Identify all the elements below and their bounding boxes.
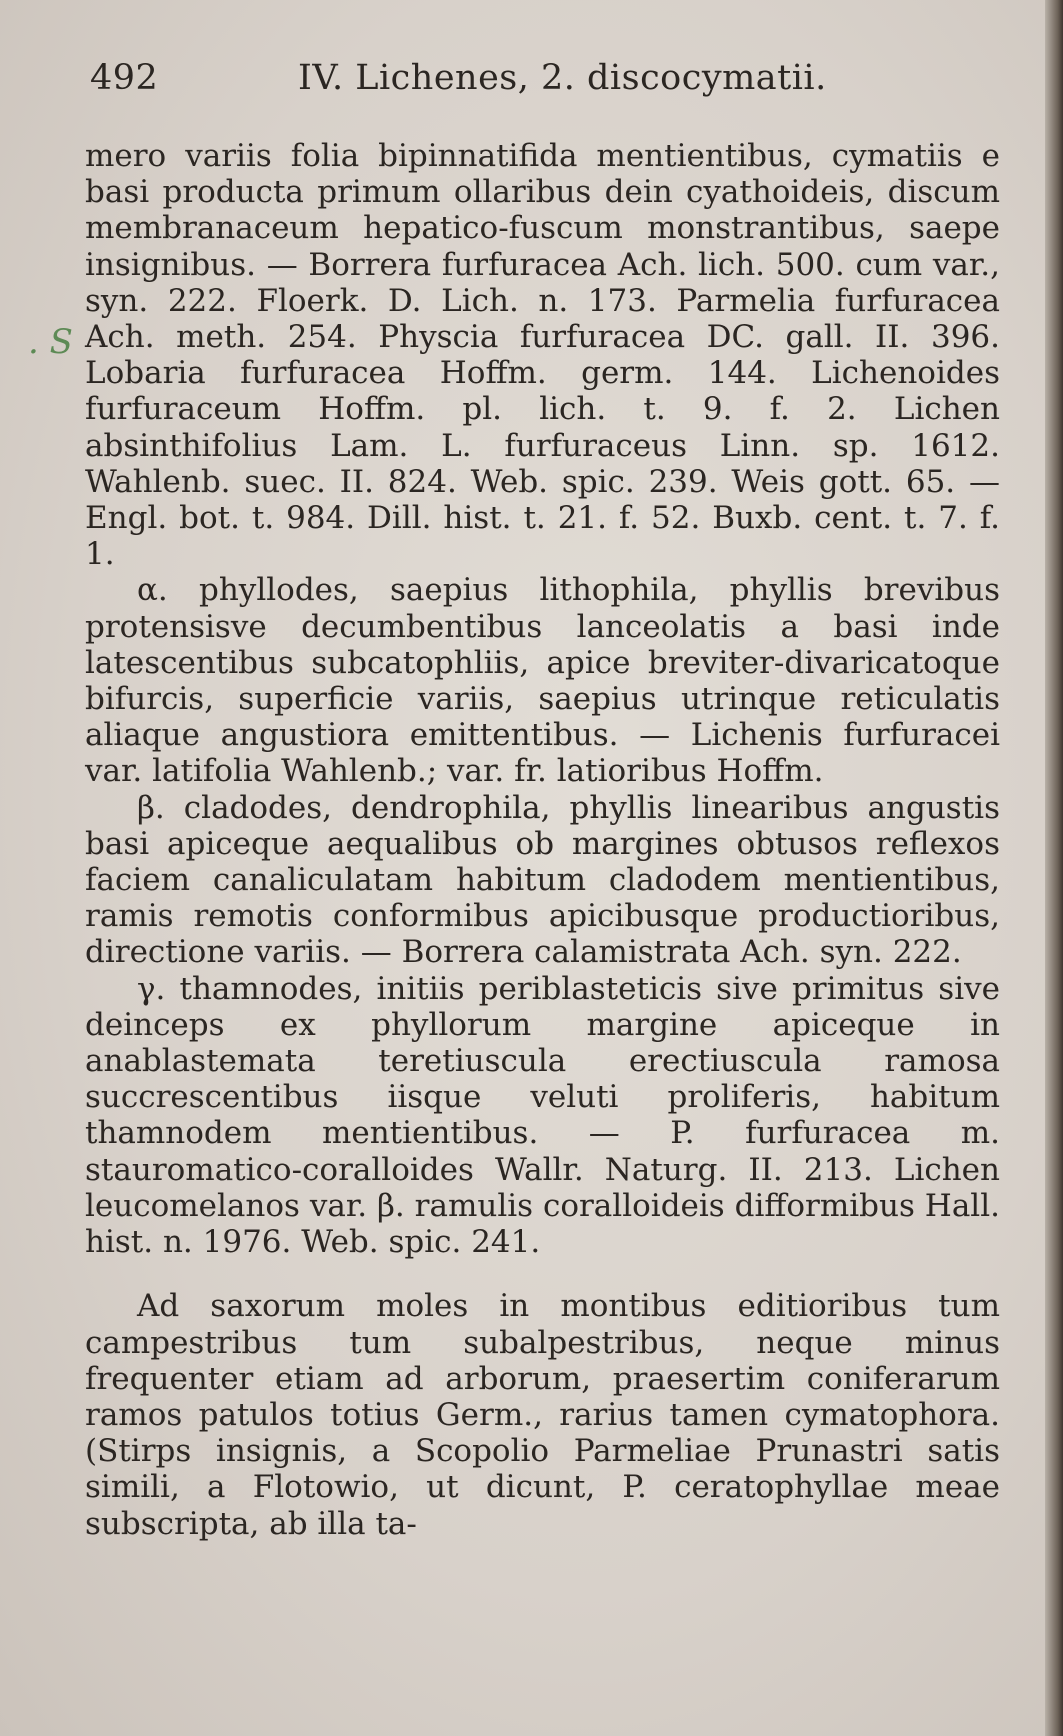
page-number: 492 [90, 58, 159, 98]
page-header [90, 58, 990, 108]
paragraph-variety-gamma: γ. thamnodes, initiis periblasteticis sive primitus sive deinceps ex phyllorum margine apiceque in anablastemata teretiuscula erectiuscula ramosa succrescentibus iisque veluti proliferis, habitum thamnodem mentientibus. — P. furfuracea m. stauromatico-coralloides Wallr. Naturg. II. 213. Lichen leucomelanos var. β. ramulis coralloideis difformibus Hall. hist. n. 1976. Web. spic. 241. [85, 970, 1000, 1261]
paragraph-synonymy: mero variis folia bipinnatifida mentientibus, cymatiis e basi producta primum ollaribus dein cyathoideis, discum membranaceum hepatico-fuscum monstrantibus, saepe insignibus. — Borrera furfuracea Ach. lich. 500. cum var., syn. 222. Floerk. D. Lich. n. 173. Parmelia furfuracea Ach. meth. 254. Physcia furfuracea DC. gall. II. 396. Lobaria furfuracea Hoffm. germ. 144. Lichenoides furfuraceum Hoffm. pl. lich. t. 9. f. 2. Lichen absinthifolius Lam. L. furfuraceus Linn. sp. 1612. Wahlenb. suec. II. 824. Web. spic. 239. Weis gott. 65. — Engl. bot. t. 984. Dill. hist. t. 21. f. 52. Buxb. cent. t. 7. f. 1. [85, 138, 1000, 573]
book-spine-edge [1045, 0, 1063, 1736]
paragraph-variety-alpha: α. phyllodes, saepius lithophila, phyllis brevibus protensisve decumbentibus lanceolatis a basi inde latescentibus subcatophliis, apice breviter-divaricatoque bifurcis, superficie variis, saepius utrinque reticulatis aliaque angustiora emittentibus. — Lichenis furfuracei var. latifolia Wahlenb.; var. fr. latioribus Hoffm. [85, 572, 1000, 790]
body-text [85, 138, 1000, 1542]
paragraph-habitat: Ad saxorum moles in montibus editioribus tum campestribus tum subalpestribus, neque minus frequenter etiam ad arborum, praesertim coniferarum ramos patulos totius Germ., rarius tamen cymatophora. (Stirps insignis, a Scopolio Parmeliae Prunastri satis simili, a Flotowio, ut dicunt, P. ceratophyllae meae subscripta, ab illa ta- [85, 1288, 1000, 1542]
paragraph-variety-beta: β. cladodes, dendrophila, phyllis linearibus angustis basi apiceque aequalibus ob margines obtusos reflexos faciem canaliculatam habitum cladodem mentientibus, ramis remotis conformibus apicibusque productioribus, directione variis. — Borrera calamistrata Ach. syn. 222. [85, 789, 1000, 971]
margin-annotation: . S [28, 322, 73, 362]
running-head: IV. Lichenes, 2. discocymatii. [298, 58, 827, 98]
